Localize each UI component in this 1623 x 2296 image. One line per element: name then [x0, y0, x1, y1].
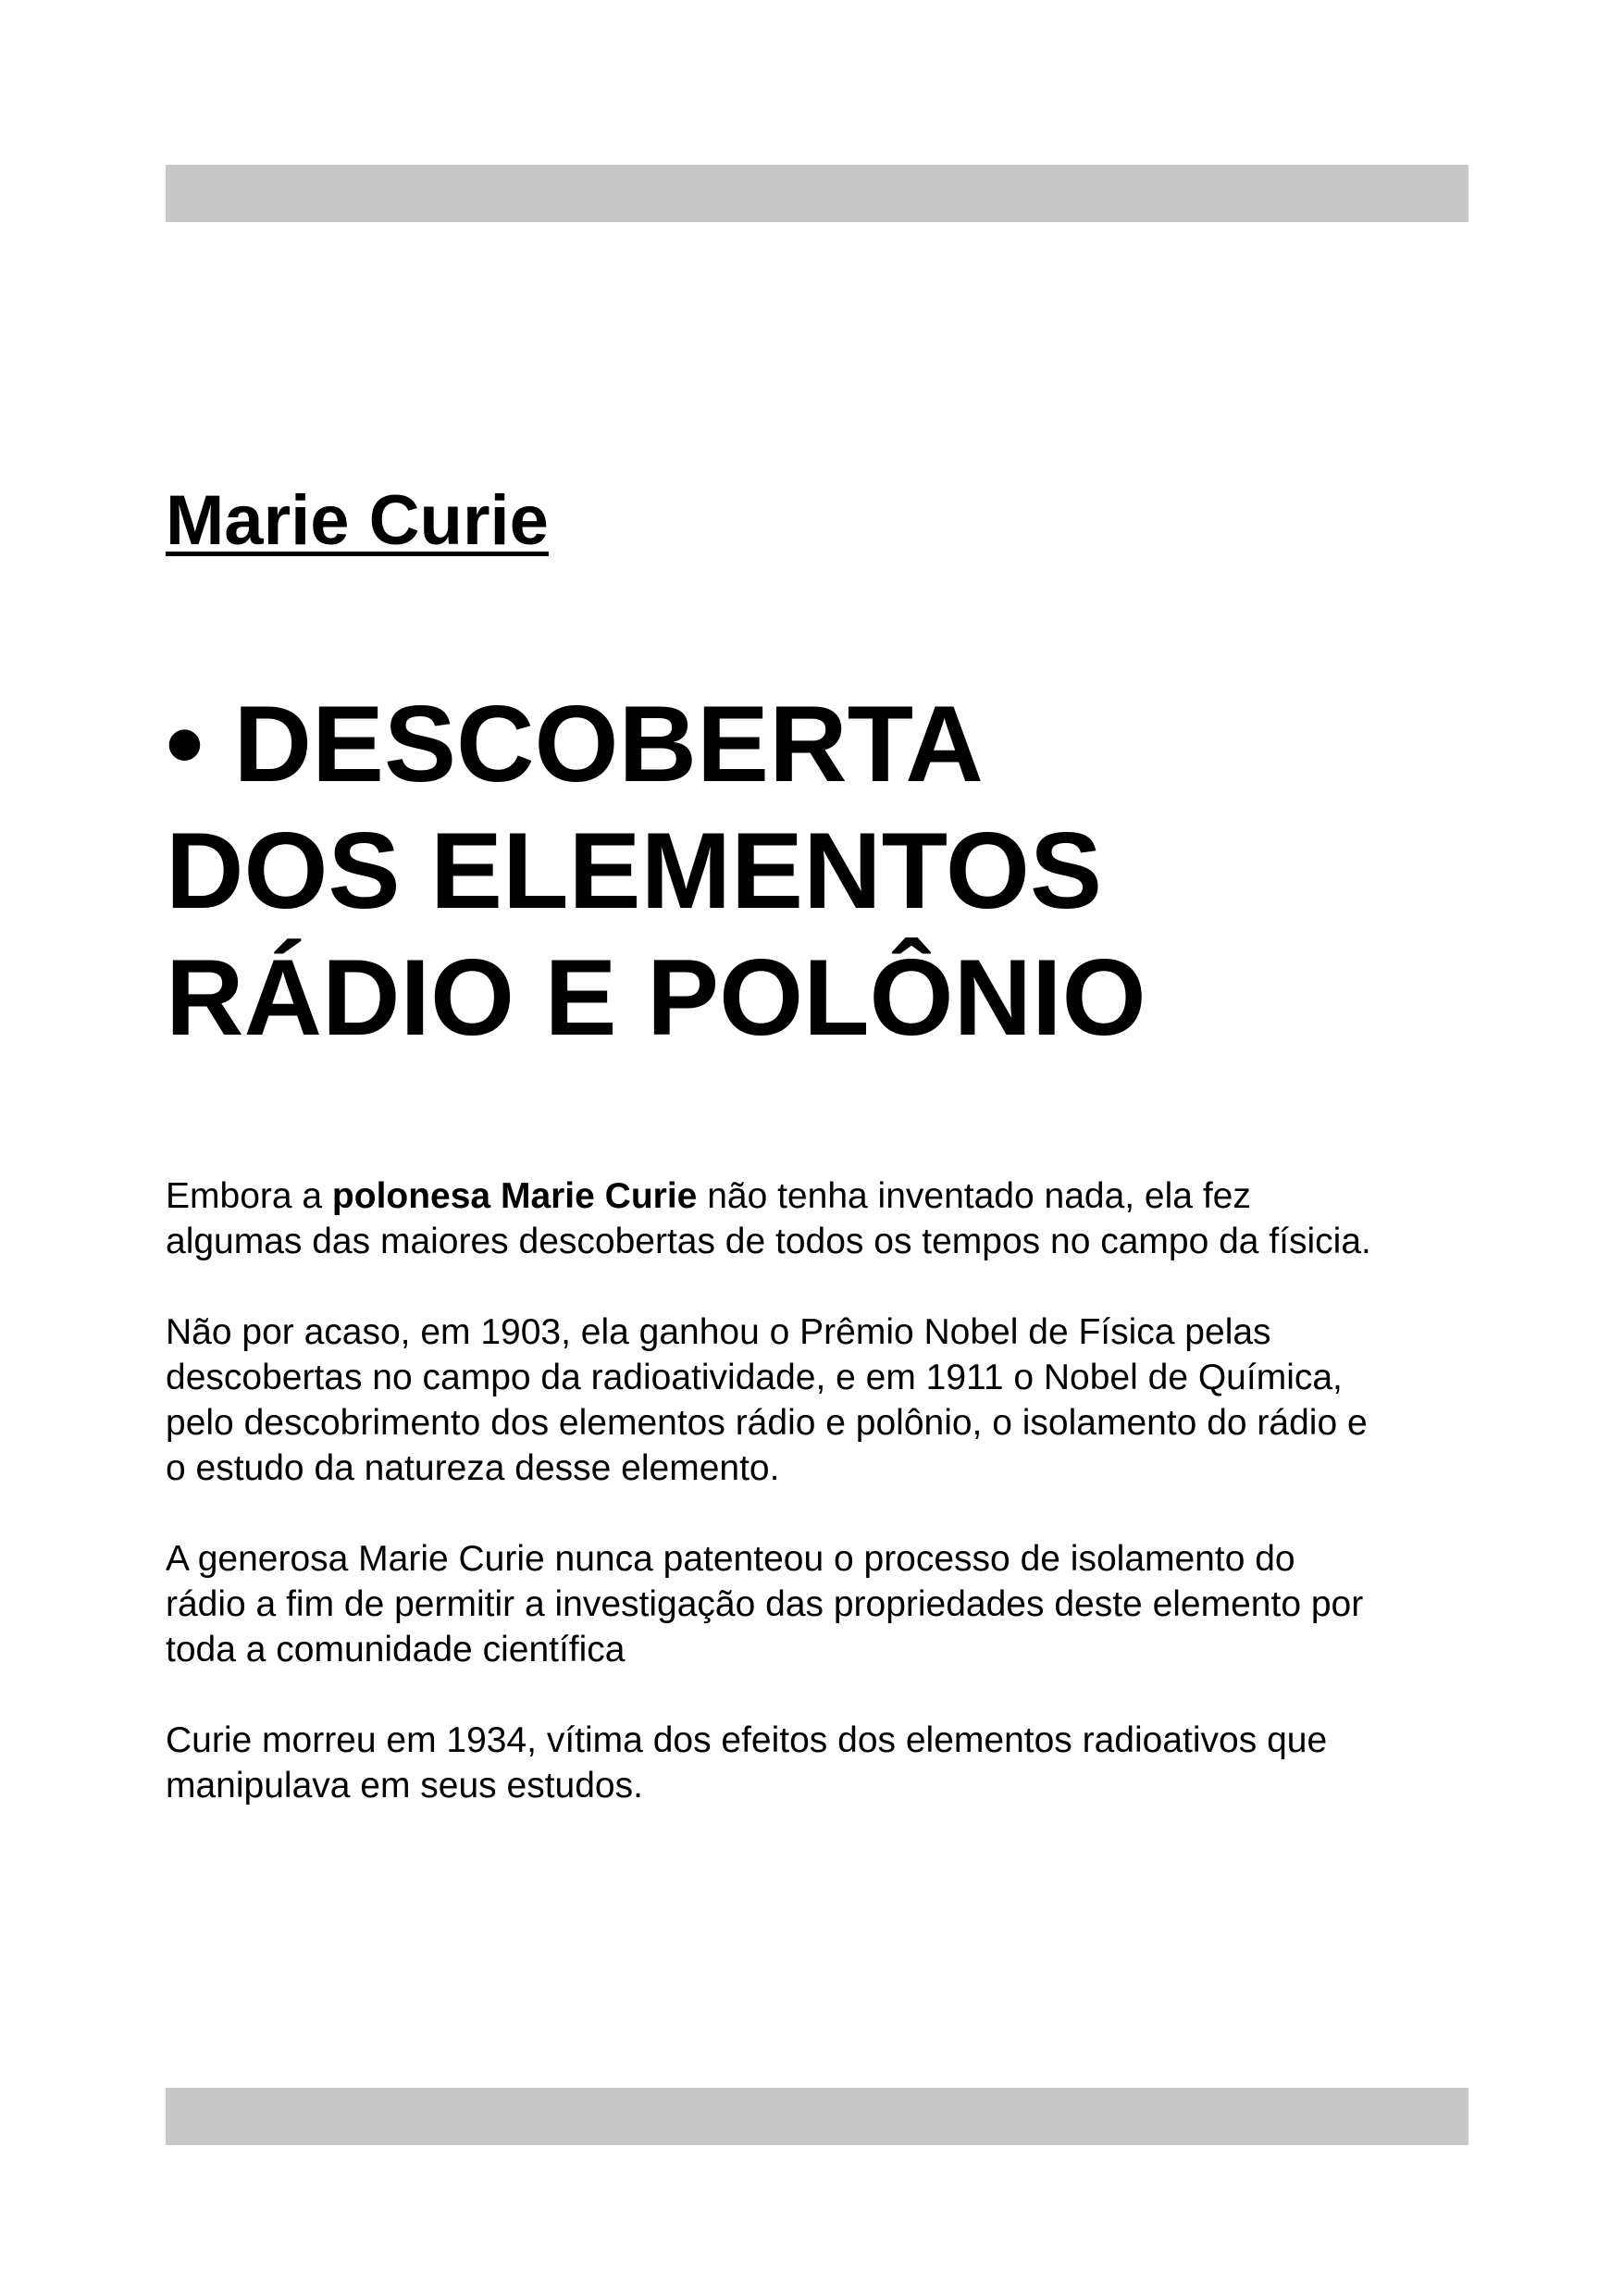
headline	[166, 680, 1461, 1061]
headline-line-1: • DESCOBERTA	[166, 683, 984, 804]
headline-line-2: DOS ELEMENTOS	[166, 810, 1102, 931]
paragraph-1-suffix: não tenha inventado nada, ela fez algumas das maiores descobertas de todos os tempos no campo da físicia.	[166, 1176, 1371, 1261]
page-title: Marie Curie	[166, 481, 549, 560]
paragraph-1-bold: polonesa Marie Curie	[331, 1176, 698, 1216]
footer-bar	[166, 2088, 1468, 2145]
paragraph-2: Não por acaso, em 1903, ela ganhou o Prêmio Nobel de Física pelas descobertas no campo da radioatividade, e em 1911 o Nobel de Química, pelo descobrimento dos elementos rádio e polônio, o isolamento do rádio e o estudo da natureza desse elemento.	[166, 1312, 1368, 1488]
paragraph-1	[166, 1173, 1480, 1264]
header-bar	[166, 165, 1468, 222]
paragraph-3: A generosa Marie Curie nunca patenteou o processo de isolamento do rádio a fim de permitir a investigação das propriedades deste elemento por toda a comunidade científica	[166, 1539, 1364, 1669]
paragraph-4: Curie morreu em 1934, vítima dos efeitos dos elementos radioativos que manipulava em seus estudos.	[166, 1720, 1328, 1806]
headline-line-3: RÁDIO E POLÔNIO	[166, 937, 1146, 1058]
body-text	[166, 1173, 1480, 1854]
paragraph-1-prefix: Embora a	[166, 1176, 332, 1216]
